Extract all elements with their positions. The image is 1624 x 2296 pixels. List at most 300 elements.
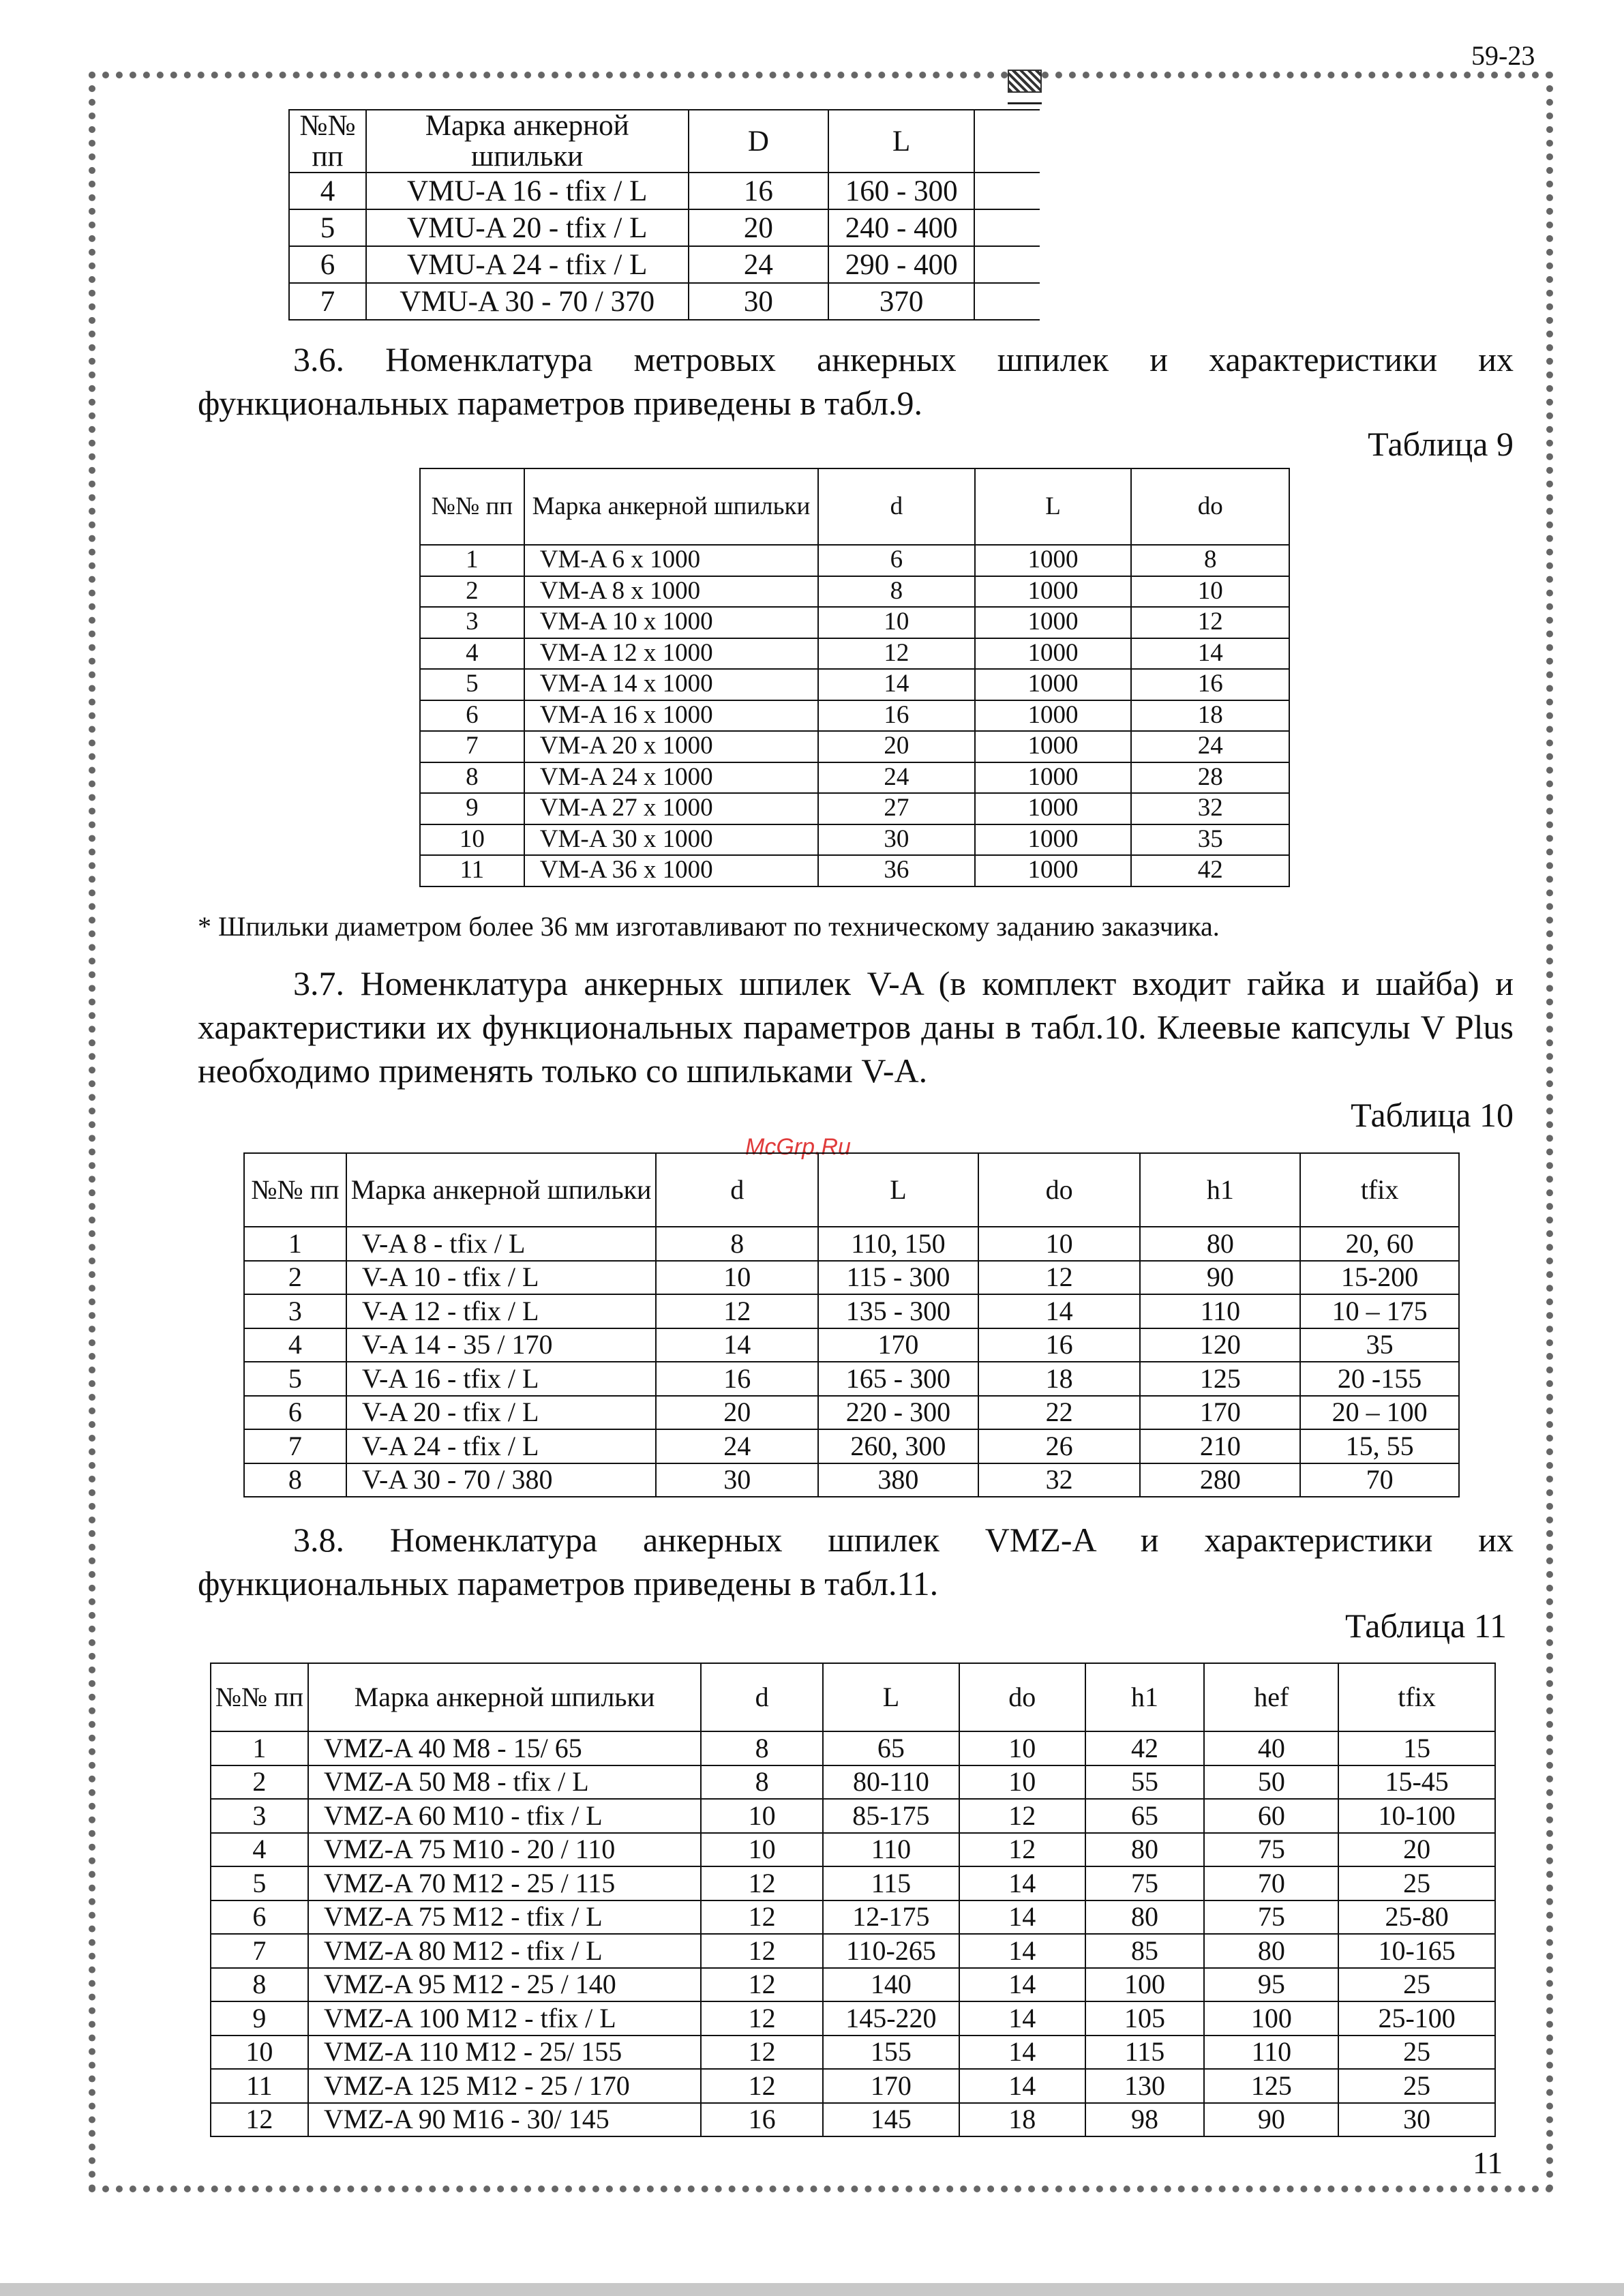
table-cell: 10 (211, 2036, 308, 2070)
table-row (211, 2036, 1495, 2070)
table-cell: 130 (1085, 2069, 1205, 2103)
table-cell: 25-80 (1338, 1900, 1495, 1935)
t11-body (211, 1731, 1495, 2136)
table-cell: 1000 (975, 669, 1132, 700)
table-cell: 18 (978, 1362, 1141, 1396)
t9-header-mark: Марка анкерной шпильки (524, 468, 818, 545)
table-cell: 9 (420, 793, 524, 824)
table-row (420, 793, 1289, 824)
table-cell: 90 (1204, 2103, 1338, 2137)
scan-bottom-edge (0, 2283, 1624, 2296)
table-cell: VMZ-A 40 M8 - 15/ 65 (308, 1731, 701, 1765)
table-8 (288, 109, 1040, 320)
table-cell: 1000 (975, 855, 1132, 886)
table-cell: VM-A 16 x 1000 (524, 700, 818, 732)
t11-header-num: №№ пп (211, 1663, 308, 1731)
table-cell: 105 (1085, 2001, 1205, 2036)
table-cell: 18 (959, 2103, 1085, 2137)
t11-header-h1: h1 (1085, 1663, 1205, 1731)
table-cell: 60 (1204, 1799, 1338, 1833)
table-cell: 14 (978, 1294, 1141, 1328)
table-cell: 8 (244, 1463, 346, 1497)
table-cell: 12 (656, 1294, 818, 1328)
table-cell: 125 (1204, 2069, 1338, 2103)
table-cell: 75 (1085, 1866, 1205, 1900)
table-cell: 16 (656, 1362, 818, 1396)
table-cell: 30 (689, 283, 829, 320)
table-cell: VMU-A 20 - tfix / L (366, 209, 689, 246)
table-cell: VM-A 12 x 1000 (524, 638, 818, 670)
table-cell: 24 (1131, 731, 1289, 762)
table-cell: V-A 30 - 70 / 380 (346, 1463, 657, 1497)
table-cell: 135 - 300 (818, 1294, 978, 1328)
table-cell: 32 (1131, 793, 1289, 824)
table-cell: 70 (1204, 1866, 1338, 1900)
table-cell: 12 (1131, 607, 1289, 638)
table-cell: 42 (1131, 855, 1289, 886)
table-cell: V-A 10 - tfix / L (346, 1261, 657, 1295)
table-cell (974, 173, 1040, 209)
table-cell: 8 (1131, 545, 1289, 576)
table-cell: 14 (959, 1900, 1085, 1935)
table-row (244, 1463, 1459, 1497)
table-cell: 8 (656, 1227, 818, 1261)
table-cell: 1 (420, 545, 524, 576)
table-cell (974, 283, 1040, 320)
table-cell: 16 (1131, 669, 1289, 700)
table-cell: 6 (244, 1396, 346, 1430)
table-10 (243, 1152, 1460, 1497)
table-cell: 26 (978, 1429, 1141, 1463)
table-cell: 20 (656, 1396, 818, 1430)
section-3-6-text: 3.6. Номенклатура метровых анкерных шпилек и характеристики их функциональных параметров приведены в табл.9. (198, 340, 1514, 422)
table-cell: 14 (656, 1328, 818, 1362)
table-cell: 6 (818, 545, 975, 576)
table-cell: 98 (1085, 2103, 1205, 2137)
table-cell: 1000 (975, 762, 1132, 794)
page-number: 11 (1473, 2145, 1503, 2180)
table-cell: 80 (1204, 1934, 1338, 1968)
table-cell: VMU-A 24 - tfix / L (366, 246, 689, 283)
t11-header-d: d (701, 1663, 823, 1731)
table-cell: 1000 (975, 545, 1132, 576)
table-cell: 1000 (975, 700, 1132, 732)
table-cell: 220 - 300 (818, 1396, 978, 1430)
table-cell: 7 (244, 1429, 346, 1463)
table-row (211, 1968, 1495, 2002)
table-row (420, 669, 1289, 700)
table-cell: 14 (959, 2001, 1085, 2036)
table-cell: VM-A 14 x 1000 (524, 669, 818, 700)
table-cell: 4 (420, 638, 524, 670)
table-cell: 8 (701, 1731, 823, 1765)
table-cell: VMZ-A 75 M12 - tfix / L (308, 1900, 701, 1935)
table-cell: 170 (1140, 1396, 1300, 1430)
table-cell: 2 (244, 1261, 346, 1295)
table-cell: 110 (1204, 2036, 1338, 2070)
table-cell: 12-175 (823, 1900, 959, 1935)
table-cell: 4 (211, 1833, 308, 1867)
table-cell: V-A 14 - 35 / 170 (346, 1328, 657, 1362)
table-cell: 7 (211, 1934, 308, 1968)
table-11-caption: Таблица 11 (1345, 1607, 1507, 1645)
table-cell: 24 (818, 762, 975, 794)
t10-header-do: do (978, 1153, 1141, 1227)
table-cell: 110 (823, 1833, 959, 1867)
table-cell: VMZ-A 125 M12 - 25 / 170 (308, 2069, 701, 2103)
table-cell: V-A 20 - tfix / L (346, 1396, 657, 1430)
table-cell: 10 (701, 1799, 823, 1833)
table-cell: 65 (1085, 1799, 1205, 1833)
table-cell: 5 (244, 1362, 346, 1396)
table-cell: 3 (420, 607, 524, 638)
table-cell: 12 (701, 2069, 823, 2103)
table-row (211, 1833, 1495, 1867)
table-cell: V-A 8 - tfix / L (346, 1227, 657, 1261)
table-cell: 165 - 300 (818, 1362, 978, 1396)
table-cell: 210 (1140, 1429, 1300, 1463)
table-cell: 6 (211, 1900, 308, 1935)
t8-body (289, 173, 1040, 320)
t8-header-extra (974, 110, 1040, 173)
table-cell: 9 (211, 2001, 308, 2036)
page-code: 59-23 (1471, 40, 1535, 71)
table-cell: 7 (420, 731, 524, 762)
table-cell: 370 (828, 283, 974, 320)
table-cell: 85-175 (823, 1799, 959, 1833)
table-cell: VM-A 8 x 1000 (524, 576, 818, 608)
table-row (420, 545, 1289, 576)
t11-header-mark: Марка анкерной шпильки (308, 1663, 701, 1731)
table-cell: 12 (701, 1968, 823, 2002)
table-cell: 10 – 175 (1300, 1294, 1459, 1328)
table-cell: 140 (823, 1968, 959, 2002)
table-cell: 10 (701, 1833, 823, 1867)
table-cell: 12 (701, 2001, 823, 2036)
table-row (420, 762, 1289, 794)
table-cell: 30 (818, 824, 975, 856)
table-cell: 10-100 (1338, 1799, 1495, 1833)
sticker-underline (1008, 102, 1042, 104)
table-cell: 75 (1204, 1833, 1338, 1867)
table-cell: 90 (1140, 1261, 1300, 1295)
table-cell: 15, 55 (1300, 1429, 1459, 1463)
table-cell: 18 (1131, 700, 1289, 732)
table-cell (974, 246, 1040, 283)
table-row (289, 283, 1040, 320)
table-cell: 27 (818, 793, 975, 824)
table-cell: 12 (959, 1799, 1085, 1833)
t11-header-l: L (823, 1663, 959, 1731)
table-cell: 15-200 (1300, 1261, 1459, 1295)
table-cell: V-A 16 - tfix / L (346, 1362, 657, 1396)
section-3-8 (198, 1518, 1514, 1605)
t10-header-d: d (656, 1153, 818, 1227)
table-cell: 25-100 (1338, 2001, 1495, 2036)
table-row (289, 246, 1040, 283)
table-cell: 8 (818, 576, 975, 608)
table-cell: 1 (244, 1227, 346, 1261)
table-9-note: * Шпильки диаметром более 36 мм изготавливают по техническому заданию заказчика. (198, 911, 1220, 942)
table-cell: 160 - 300 (828, 173, 974, 209)
table-row (244, 1227, 1459, 1261)
t8-header-d: D (689, 110, 829, 173)
table-cell: 5 (211, 1866, 308, 1900)
table-cell: 16 (701, 2103, 823, 2137)
t10-header-mark: Марка анкерной шпильки (346, 1153, 657, 1227)
t8-header-num: №№ пп (289, 110, 366, 173)
table-cell: 6 (289, 246, 366, 283)
table-cell: 110 (1140, 1294, 1300, 1328)
t9-header-do: do (1131, 468, 1289, 545)
table-cell: 15-45 (1338, 1765, 1495, 1800)
watermark: McGrp.Ru (745, 1134, 851, 1160)
t10-header-l: L (818, 1153, 978, 1227)
table-cell (974, 209, 1040, 246)
table-cell: 115 (823, 1866, 959, 1900)
table-row (211, 2069, 1495, 2103)
table-row (244, 1396, 1459, 1430)
t10-body (244, 1227, 1459, 1497)
table-cell: 145-220 (823, 2001, 959, 2036)
table-cell: 25 (1338, 2036, 1495, 2070)
table-cell: 14 (818, 669, 975, 700)
table-cell: 40 (1204, 1731, 1338, 1765)
t8-header-mark: Марка анкерной шпильки (366, 110, 689, 173)
table-cell: VMZ-A 60 M10 - tfix / L (308, 1799, 701, 1833)
table-cell: 25 (1338, 2069, 1495, 2103)
t10-header-tfix: tfix (1300, 1153, 1459, 1227)
table-cell: 8 (420, 762, 524, 794)
table-cell: 14 (959, 1968, 1085, 2002)
table-cell: 75 (1204, 1900, 1338, 1935)
table-cell: 35 (1300, 1328, 1459, 1362)
table-cell: 8 (211, 1968, 308, 2002)
table-cell: 14 (959, 1934, 1085, 1968)
table-row (244, 1294, 1459, 1328)
table-cell: 12 (818, 638, 975, 670)
table-cell: 80 (1085, 1833, 1205, 1867)
t9-header-num: №№ пп (420, 468, 524, 545)
table-cell: VM-A 30 x 1000 (524, 824, 818, 856)
section-3-6 (198, 338, 1514, 425)
table-cell: 25 (1338, 1968, 1495, 2002)
table-cell: 120 (1140, 1328, 1300, 1362)
table-cell: 1000 (975, 576, 1132, 608)
table-cell: 14 (959, 2069, 1085, 2103)
t10-header-h1: h1 (1140, 1153, 1300, 1227)
table-9-caption: Таблица 9 (1368, 425, 1514, 463)
table-cell: VMZ-A 100 M12 - tfix / L (308, 2001, 701, 2036)
table-cell: 85 (1085, 1934, 1205, 1968)
table-row (211, 1799, 1495, 1833)
table-cell: 11 (420, 855, 524, 886)
table-cell: VM-A 6 x 1000 (524, 545, 818, 576)
table-cell: VMZ-A 110 M12 - 25/ 155 (308, 2036, 701, 2070)
table-cell: 30 (1338, 2103, 1495, 2137)
table-cell: 25 (1338, 1866, 1495, 1900)
t11-header-do: do (959, 1663, 1085, 1731)
table-cell: 20 (1338, 1833, 1495, 1867)
table-row (211, 2001, 1495, 2036)
table-cell: 3 (211, 1799, 308, 1833)
table-cell: 10 (818, 607, 975, 638)
table-cell: VMZ-A 90 M16 - 30/ 145 (308, 2103, 701, 2137)
table-cell: VMU-A 16 - tfix / L (366, 173, 689, 209)
t11-header-hef: hef (1204, 1663, 1338, 1731)
table-cell: 1000 (975, 824, 1132, 856)
table-11 (210, 1663, 1496, 2137)
table-cell: 1000 (975, 793, 1132, 824)
table-cell: 5 (420, 669, 524, 700)
table-cell: 14 (959, 1866, 1085, 1900)
table-cell: 20 (689, 209, 829, 246)
table-cell: 10 (978, 1227, 1141, 1261)
t10-header-num: №№ пп (244, 1153, 346, 1227)
section-3-7 (198, 961, 1514, 1092)
table-cell: 16 (978, 1328, 1141, 1362)
table-cell: 12 (959, 1833, 1085, 1867)
table-cell: 12 (211, 2103, 308, 2137)
table-cell: VMZ-A 80 M12 - tfix / L (308, 1934, 701, 1968)
table-row (420, 638, 1289, 670)
table-cell: 20, 60 (1300, 1227, 1459, 1261)
table-cell: 12 (701, 1866, 823, 1900)
table-row (289, 173, 1040, 209)
table-cell: 10 (1131, 576, 1289, 608)
t9-header-l: L (975, 468, 1132, 545)
table-cell: 24 (656, 1429, 818, 1463)
table-cell: 380 (818, 1463, 978, 1497)
table-cell: 260, 300 (818, 1429, 978, 1463)
table-cell: 280 (1140, 1463, 1300, 1497)
table-row (289, 209, 1040, 246)
table-row (244, 1429, 1459, 1463)
t9-header-d: d (818, 468, 975, 545)
table-row (420, 855, 1289, 886)
table-row (244, 1261, 1459, 1295)
table-cell: 28 (1131, 762, 1289, 794)
table-cell: 115 - 300 (818, 1261, 978, 1295)
table-row (211, 1934, 1495, 1968)
table-cell: 110-265 (823, 1934, 959, 1968)
table-row (211, 1866, 1495, 1900)
table-cell: 35 (1131, 824, 1289, 856)
table-cell: 80-110 (823, 1765, 959, 1800)
table-row (420, 576, 1289, 608)
table-row (420, 824, 1289, 856)
table-row (211, 2103, 1495, 2137)
table-cell: 32 (978, 1463, 1141, 1497)
table-cell: 125 (1140, 1362, 1300, 1396)
table-cell: V-A 12 - tfix / L (346, 1294, 657, 1328)
table-cell: 12 (701, 1900, 823, 1935)
table-cell: 50 (1204, 1765, 1338, 1800)
table-10-caption: Таблица 10 (1351, 1096, 1514, 1134)
table-cell: 20 (818, 731, 975, 762)
table-cell: 80 (1085, 1900, 1205, 1935)
table-cell: 12 (701, 2036, 823, 2070)
t9-body (420, 545, 1289, 886)
table-cell: VM-A 24 x 1000 (524, 762, 818, 794)
t11-header-tfix: tfix (1338, 1663, 1495, 1731)
t8-header-l: L (828, 110, 974, 173)
section-3-8-text: 3.8. Номенклатура анкерных шпилек VMZ-A и характеристики их функциональных параметров приведены в табл.11. (198, 1521, 1514, 1602)
table-cell: 1000 (975, 731, 1132, 762)
table-cell: 115 (1085, 2036, 1205, 2070)
table-cell: 10 (656, 1261, 818, 1295)
table-cell: 4 (244, 1328, 346, 1362)
table-cell: 4 (289, 173, 366, 209)
table-cell: 12 (978, 1261, 1141, 1295)
table-row (420, 700, 1289, 732)
table-cell: 145 (823, 2103, 959, 2137)
table-cell: 10 (420, 824, 524, 856)
table-cell: 7 (289, 283, 366, 320)
table-cell: 10 (959, 1731, 1085, 1765)
table-row (211, 1765, 1495, 1800)
table-cell: 65 (823, 1731, 959, 1765)
table-cell: 170 (818, 1328, 978, 1362)
table-cell: VM-A 27 x 1000 (524, 793, 818, 824)
table-cell: 14 (959, 2036, 1085, 2070)
table-cell: 36 (818, 855, 975, 886)
table-cell: 290 - 400 (828, 246, 974, 283)
table-cell: 16 (818, 700, 975, 732)
table-cell: 1 (211, 1731, 308, 1765)
table-cell: 22 (978, 1396, 1141, 1430)
table-cell: 12 (701, 1934, 823, 1968)
table-cell: 240 - 400 (828, 209, 974, 246)
table-row (244, 1328, 1459, 1362)
table-cell: VMU-A 30 - 70 / 370 (366, 283, 689, 320)
table-cell: 80 (1140, 1227, 1300, 1261)
table-cell: 5 (289, 209, 366, 246)
table-cell: 110, 150 (818, 1227, 978, 1261)
table-cell: 70 (1300, 1463, 1459, 1497)
table-row (244, 1362, 1459, 1396)
table-cell: 3 (244, 1294, 346, 1328)
table-row (211, 1731, 1495, 1765)
table-cell: 8 (701, 1765, 823, 1800)
table-cell: 1000 (975, 607, 1132, 638)
table-cell: 1000 (975, 638, 1132, 670)
table-cell: VMZ-A 70 M12 - 25 / 115 (308, 1866, 701, 1900)
table-cell: 24 (689, 246, 829, 283)
table-cell: 55 (1085, 1765, 1205, 1800)
table-cell: 155 (823, 2036, 959, 2070)
table-cell: 100 (1085, 1968, 1205, 2002)
table-cell: VM-A 36 x 1000 (524, 855, 818, 886)
table-cell: VMZ-A 95 M12 - 25 / 140 (308, 1968, 701, 2002)
table-cell: 10 (959, 1765, 1085, 1800)
table-cell: 100 (1204, 2001, 1338, 2036)
table-cell: 6 (420, 700, 524, 732)
table-cell: 16 (689, 173, 829, 209)
table-cell: 20 – 100 (1300, 1396, 1459, 1430)
table-cell: VMZ-A 50 M8 - tfix / L (308, 1765, 701, 1800)
table-cell: 10-165 (1338, 1934, 1495, 1968)
table-cell: VM-A 10 x 1000 (524, 607, 818, 638)
table-cell: V-A 24 - tfix / L (346, 1429, 657, 1463)
table-cell: 95 (1204, 1968, 1338, 2002)
table-cell: 2 (211, 1765, 308, 1800)
table-cell: 30 (656, 1463, 818, 1497)
table-cell: 11 (211, 2069, 308, 2103)
sticker-mark (1008, 70, 1042, 93)
section-3-7-text: 3.7. Номенклатура анкерных шпилек V-A (в комплект входит гайка и шайба) и характеристики их функциональных параметров даны в табл.10. Клеевые капсулы V Plus необходимо применять только со шпильками V-A. (198, 964, 1514, 1090)
table-cell: 42 (1085, 1731, 1205, 1765)
